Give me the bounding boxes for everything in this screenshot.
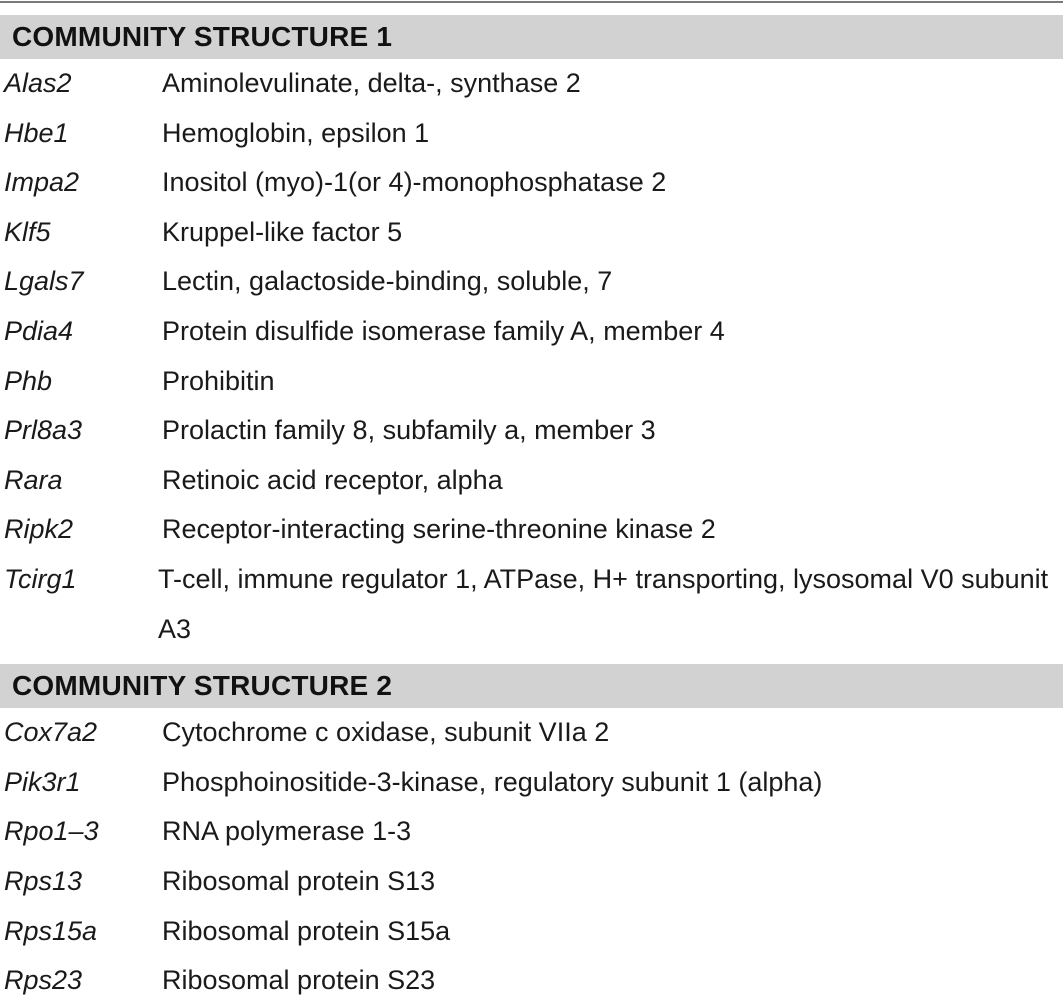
table-row (0, 406, 1063, 456)
gene-symbol: Rps15a (4, 915, 98, 946)
table-row (0, 59, 1063, 109)
table-row (0, 307, 1063, 357)
gene-description: Receptor-interacting serine-threonine kinase 2 (162, 514, 716, 545)
section-header-community-structure-1: COMMUNITY STRUCTURE 1 (0, 15, 1063, 59)
gene-description: Ribosomal protein S23 (162, 965, 436, 996)
gene-symbol: Ripk2 (4, 514, 74, 545)
gene-description: Protein disulfide isomerase family A, member 4 (162, 315, 725, 346)
gene-description: Hemoglobin, epsilon 1 (162, 117, 430, 148)
gene-symbol: Pdia4 (4, 315, 74, 346)
gene-symbol: Tcirg1 (4, 563, 77, 594)
table-row (0, 907, 1063, 957)
gene-description: Cytochrome c oxidase, subunit VIIa 2 (162, 717, 610, 748)
table-row (0, 857, 1063, 907)
gene-symbol: Prl8a3 (4, 415, 83, 446)
gene-description: Prohibitin (162, 365, 275, 396)
gene-symbol: Rps23 (4, 965, 83, 996)
gene-symbol: Rps13 (4, 865, 83, 896)
gene-symbol: Phb (4, 365, 53, 396)
table-row (0, 505, 1063, 555)
gene-description: Lectin, galactoside-binding, soluble, 7 (162, 266, 613, 297)
gene-description: Inositol (myo)-1(or 4)-monophosphatase 2 (162, 167, 667, 198)
table-row (0, 456, 1063, 506)
gene-symbol: Rpo1–3 (4, 816, 99, 847)
table-row (0, 758, 1063, 808)
table-row (0, 109, 1063, 159)
table-row (0, 807, 1063, 857)
gene-symbol: Cox7a2 (4, 717, 98, 748)
gene-description: Ribosomal protein S15a (162, 915, 451, 946)
gene-symbol: Klf5 (4, 216, 51, 247)
gene-symbol: Hbe1 (4, 117, 69, 148)
table-row (0, 158, 1063, 208)
gene-description: T-cell, immune regulator 1, ATPase, H+ transporting, lysosomal V0 subunit A3 (158, 563, 1049, 644)
gene-symbol: Lgals7 (4, 266, 84, 297)
gene-description: Prolactin family 8, subfamily a, member 3 (162, 415, 656, 446)
gene-symbol: Rara (4, 464, 63, 495)
table-row (0, 208, 1063, 258)
section-header-community-structure-2: COMMUNITY STRUCTURE 2 (0, 664, 1063, 708)
gene-symbol: Pik3r1 (4, 766, 81, 797)
gene-description: Phosphoinositide-3-kinase, regulatory subunit 1 (alpha) (162, 766, 823, 797)
table-row (0, 956, 1063, 1006)
table-row (0, 257, 1063, 307)
gene-description: Ribosomal protein S13 (162, 865, 436, 896)
gene-symbol: Alas2 (4, 68, 72, 98)
gene-description: Kruppel-like factor 5 (162, 216, 403, 247)
gene-symbol: Impa2 (4, 167, 80, 198)
gene-description: Retinoic acid receptor, alpha (162, 464, 503, 495)
table-top-rule (0, 1, 1063, 3)
table-row (0, 357, 1063, 407)
table-row (0, 555, 1063, 654)
gene-table (0, 15, 1063, 1006)
table-row (0, 708, 1063, 758)
gene-description: RNA polymerase 1-3 (162, 816, 412, 847)
gene-description: Aminolevulinate, delta-, synthase 2 (162, 68, 581, 98)
